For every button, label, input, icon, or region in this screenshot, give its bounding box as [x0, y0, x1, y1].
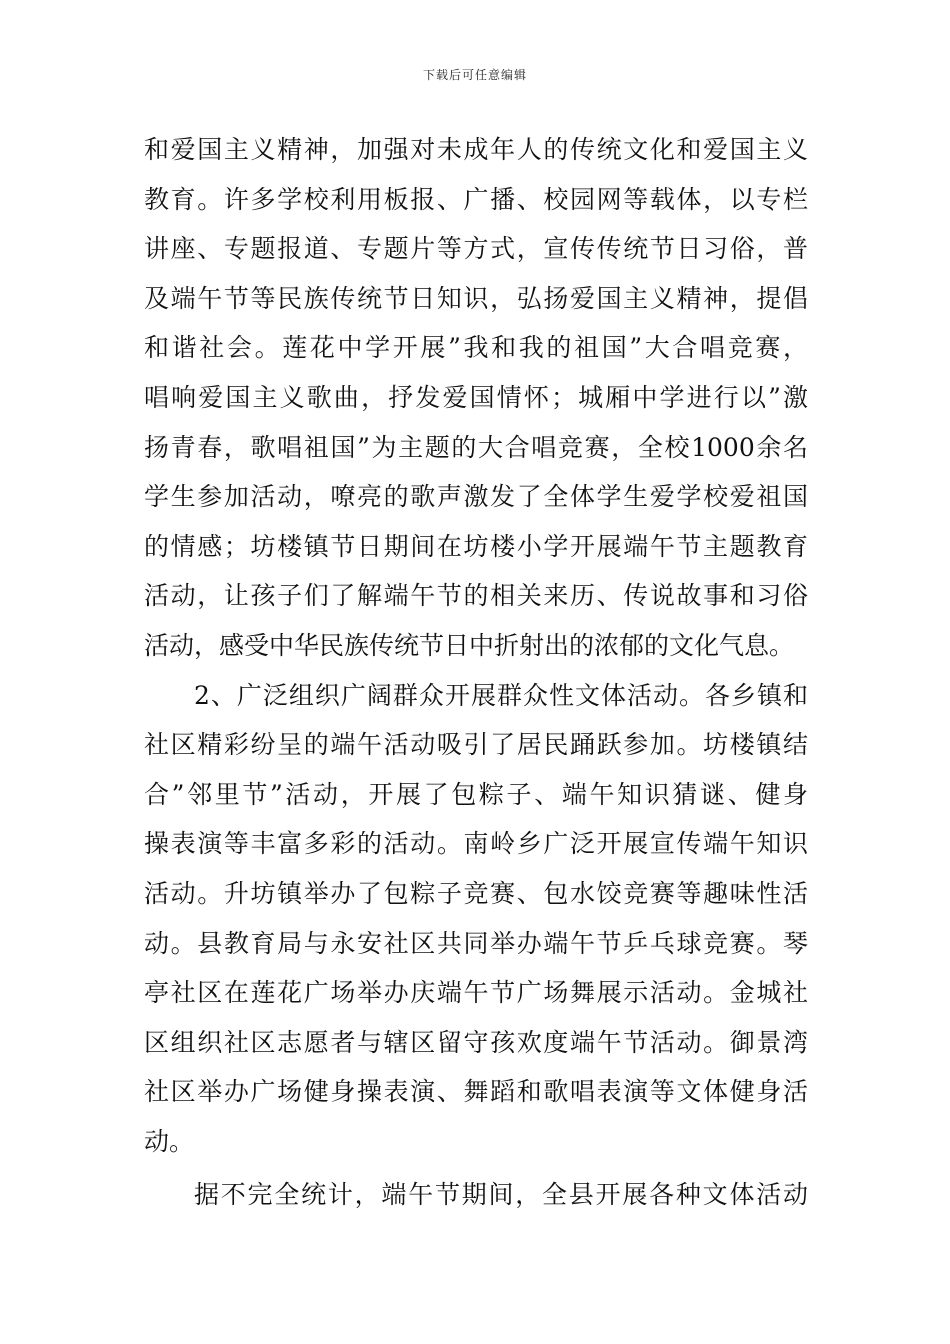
text-line: 社区精彩纷呈的端午活动吸引了居民踊跃参加。坊楼镇结 [144, 730, 808, 760]
text-line: 亭社区在莲花广场举办庆端午节广场舞展示活动。金城社 [144, 978, 808, 1008]
text-line: 合”邻里节”活动，开展了包粽子、端午知识猜谜、健身 [144, 779, 808, 809]
text-line: 动。县教育局与永安社区共同举办端午节乒乓球竞赛。琴 [144, 928, 808, 958]
paragraph-start-line: 2、广泛组织广阔群众开展群众性文体活动。各乡镇和 [194, 680, 808, 710]
text-line: 及端午节等民族传统节日知识，弘扬爱国主义精神，提倡 [144, 283, 808, 313]
page-header-note: 下载后可任意编辑 [422, 68, 527, 82]
text-line: 社区举办广场健身操表演、舞蹈和歌唱表演等文体健身活 [144, 1077, 808, 1107]
text-line: 唱响爱国主义歌曲，抒发爱国情怀；城厢中学进行以”激 [144, 382, 808, 412]
text-line: 和爱国主义精神，加强对未成年人的传统文化和爱国主义 [144, 135, 808, 164]
text-line: 讲座、专题报道、专题片等方式，宣传传统节日习俗，普 [144, 234, 808, 264]
text-line: 活动，让孩子们了解端午节的相关来历、传说故事和习俗 [144, 581, 808, 611]
paragraph-start-line: 据不完全统计，端午节期间，全县开展各种文体活动 [194, 1180, 808, 1210]
text-line: 活动，感受中华民族传统节日中折射出的浓郁的文化气息。 [144, 630, 795, 660]
text-line: 活动。升坊镇举办了包粽子竞赛、包水饺竞赛等趣味性活 [144, 878, 808, 908]
text-line: 区组织社区志愿者与辖区留守孩欢度端午节活动。御景湾 [144, 1027, 808, 1057]
text-line: 学生参加活动，嘹亮的歌声激发了全体学生爱学校爱祖国 [144, 482, 808, 512]
text-line: 扬青春，歌唱祖国”为主题的大合唱竞赛，全校1000余名 [144, 432, 808, 462]
text-line: 的情感；坊楼镇节日期间在坊楼小学开展端午节主题教育 [144, 531, 808, 561]
text-line: 教育。许多学校利用板报、广播、校园网等载体，以专栏 [144, 184, 808, 214]
text-line: 和谐社会。莲花中学开展”我和我的祖国”大合唱竞赛， [144, 333, 808, 363]
text-line: 操表演等丰富多彩的活动。南岭乡广泛开展宣传端午知识 [144, 829, 808, 859]
document-body [144, 125, 808, 1220]
text-line: 动。 [144, 1126, 195, 1156]
